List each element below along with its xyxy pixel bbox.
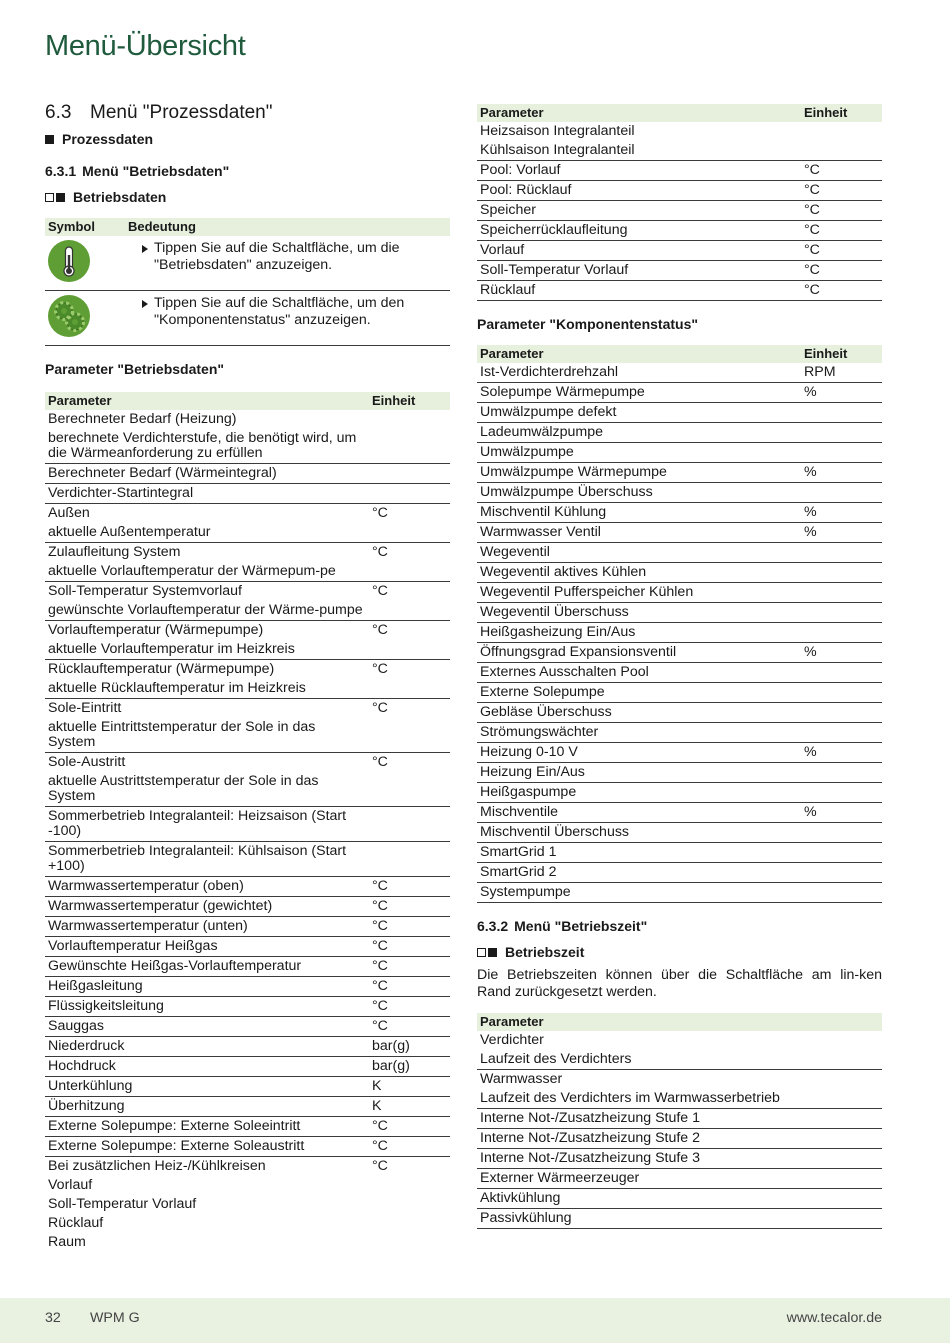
unit-cell <box>801 823 882 843</box>
parameter-cell: Pool: Rücklauf <box>477 181 801 201</box>
parameter-cell: Aktivkühlung <box>477 1189 882 1209</box>
parameter-cell: Heißgaspumpe <box>477 783 801 803</box>
parameter-cell: aktuelle Vorlauftemperatur im Heizkreis <box>45 640 369 660</box>
table-row <box>477 723 882 743</box>
unit-cell: °C <box>369 937 450 957</box>
unit-cell: °C <box>801 281 882 301</box>
parameter-cell: Sommerbetrieb Integralanteil: Kühlsaison (Start +100) <box>45 842 369 877</box>
symbol-row <box>45 236 450 291</box>
table-row <box>477 261 882 281</box>
parameter-cell: berechnete Verdichterstufe, die benötigt wird, um die Wärmeanforderung zu erfüllen <box>45 429 369 464</box>
parameter-cell: Zulaufleitung System <box>48 544 181 560</box>
table-row <box>477 1129 882 1149</box>
parameter-cell: Hochdruck <box>45 1057 369 1077</box>
table-row <box>477 443 882 463</box>
symbol-row <box>45 291 450 346</box>
parameter-cell: Externes Ausschalten Pool <box>477 663 801 683</box>
unit-cell: °C <box>801 261 882 281</box>
parameter-cell: Berechneter Bedarf (Wärmeintegral) <box>45 464 369 484</box>
table-row <box>477 543 882 563</box>
table-body <box>477 1031 882 1229</box>
table-row <box>477 663 882 683</box>
table-row <box>45 1037 450 1057</box>
unit-cell: bar(g) <box>369 1057 450 1077</box>
table-row <box>45 523 450 543</box>
betriebsdaten-continued-table <box>477 104 882 301</box>
einheit-header: Einheit <box>369 392 450 410</box>
parameter-cell: aktuelle Austrittstemperatur der Sole in das System <box>45 772 369 807</box>
table-row <box>477 201 882 221</box>
unit-cell <box>801 423 882 443</box>
parameter-header: Parameter <box>477 1013 882 1031</box>
parameter-cell: Niederdruck <box>45 1037 369 1057</box>
unit-cell: °C <box>372 544 388 560</box>
unit-cell <box>369 523 450 543</box>
unit-cell <box>369 484 450 504</box>
open-square-icon <box>45 193 54 202</box>
parameter-cell: aktuelle Rücklauftemperatur im Heizkreis <box>45 679 369 699</box>
parameter-cell: Soll-Temperatur Vorlauf <box>477 261 801 281</box>
parameter-cell: Vorlauftemperatur (Wärmepumpe) <box>48 622 264 638</box>
filled-square-icon <box>56 193 65 202</box>
parameter-cell: Flüssigkeitsleitung <box>45 997 369 1017</box>
unit-cell: °C <box>801 161 882 181</box>
section-heading: 6.3 Menü "Prozessdaten" <box>45 102 273 123</box>
parameter-cell: Sole-Eintritt <box>48 700 122 716</box>
parameter-cell: Externe Solepumpe: Externe Soleaustritt <box>45 1137 369 1157</box>
gears-icon[interactable] <box>48 295 90 337</box>
parameter-cell: Gebläse Überschuss <box>477 703 801 723</box>
parameter-cell: aktuelle Außentemperatur <box>45 523 369 543</box>
unit-cell <box>369 1233 450 1252</box>
table-row <box>45 917 450 937</box>
unit-cell <box>801 843 882 863</box>
parameter-cell: Speicherrücklaufleitung <box>477 221 801 241</box>
table-row <box>45 504 450 524</box>
parameter-cell: Wegeventil Pufferspeicher Kühlen <box>477 583 801 603</box>
parameter-cell: Vorlauftemperatur Heißgas <box>45 937 369 957</box>
page-number: 32 <box>45 1310 61 1326</box>
unit-cell <box>369 640 450 660</box>
table-row <box>477 1070 882 1090</box>
betriebszeit-paragraph: Die Betriebszeiten können über die Schaltfläche am lin-ken Rand zurückgesetzt werden. <box>477 967 882 1000</box>
parameter-cell: Gewünschte Heißgas-Vorlauftemperatur <box>45 957 369 977</box>
table-row <box>45 582 450 602</box>
right-column <box>477 104 882 1229</box>
parameter-cell: Soll-Temperatur Vorlauf <box>48 1196 197 1212</box>
unit-cell <box>369 1176 450 1195</box>
table-row <box>45 699 450 719</box>
unit-cell <box>369 429 450 464</box>
parameter-cell: Externe Solepumpe: Externe Soleeintritt <box>45 1117 369 1137</box>
unit-cell: bar(g) <box>369 1037 450 1057</box>
unit-cell: % <box>801 383 882 403</box>
unit-cell <box>369 772 450 807</box>
table-row <box>45 660 450 680</box>
website-link[interactable]: www.tecalor.de <box>786 1310 882 1326</box>
table-row <box>45 601 450 621</box>
unit-cell <box>801 403 882 423</box>
unit-cell <box>369 464 450 484</box>
unit-cell: °C <box>801 241 882 261</box>
unit-cell: % <box>801 523 882 543</box>
table-row <box>477 743 882 763</box>
symbol-description: Tippen Sie auf die Schaltfläche, um die "Betriebsdaten" anzuzeigen. <box>128 236 447 274</box>
unit-cell <box>801 703 882 723</box>
parameter-cell: SmartGrid 2 <box>477 863 801 883</box>
parameter-cell: Umwälzpumpe Überschuss <box>477 483 801 503</box>
unit-cell <box>801 483 882 503</box>
unit-cell <box>801 883 882 903</box>
table-row <box>45 562 450 582</box>
parameter-cell: Laufzeit des Verdichters im Warmwasserbetrieb <box>477 1089 882 1109</box>
parameter-cell: Externe Solepumpe <box>477 683 801 703</box>
unit-cell: °C <box>801 181 882 201</box>
table-row <box>45 937 450 957</box>
parameter-header: Parameter <box>477 345 801 363</box>
unit-cell: °C <box>372 700 388 716</box>
table-row <box>45 410 450 429</box>
unit-cell <box>369 842 450 877</box>
table-row <box>477 1149 882 1169</box>
betriebszeit-label: Betriebszeit <box>477 943 882 961</box>
unit-cell: °C <box>369 997 450 1017</box>
parameter-cell: Strömungswächter <box>477 723 801 743</box>
parameter-cell: Umwälzpumpe <box>477 443 801 463</box>
parameter-cell: Sommerbetrieb Integralanteil: Heizsaison (Start -100) <box>45 807 369 842</box>
table-row <box>45 1017 450 1037</box>
table-row <box>477 843 882 863</box>
parameter-cell: SmartGrid 1 <box>477 843 801 863</box>
parameter-cell: Heizsaison Integralanteil <box>480 123 635 139</box>
parameter-cell: Systempumpe <box>477 883 801 903</box>
table-row <box>45 842 450 877</box>
table-row <box>45 1137 450 1157</box>
table-row <box>45 807 450 842</box>
parameter-cell: Unterkühlung <box>45 1077 369 1097</box>
thermometer-icon[interactable] <box>48 240 90 282</box>
table-row <box>477 181 882 201</box>
unit-cell <box>369 601 450 621</box>
parameter-cell: Ist-Verdichterdrehzahl <box>477 363 801 383</box>
symbol-header: Symbol <box>45 218 125 236</box>
unit-cell: °C <box>801 201 882 221</box>
bullet-triangle-icon <box>142 300 148 308</box>
unit-cell: °C <box>372 505 388 521</box>
table-row <box>477 141 882 161</box>
table-row <box>477 281 882 301</box>
table-row <box>45 772 450 807</box>
parameter-cell: Externer Wärmeerzeuger <box>477 1169 882 1189</box>
komponentenstatus-table <box>477 345 882 903</box>
unit-cell: °C <box>369 1117 450 1137</box>
subsection-heading-631: 6.3.1 Menü "Betriebsdaten" <box>45 163 230 179</box>
open-square-icon <box>477 948 486 957</box>
table-row <box>477 122 882 141</box>
parameter-cell: Warmwassertemperatur (gewichtet) <box>45 897 369 917</box>
parameter-cell: Verdichter <box>480 1032 544 1048</box>
parameter-header: Parameter <box>477 104 801 122</box>
parameter-cell: Ladeumwälzpumpe <box>477 423 801 443</box>
parameter-cell: Interne Not-/Zusatzheizung Stufe 3 <box>477 1149 882 1169</box>
parameter-cell: Umwälzpumpe defekt <box>477 403 801 423</box>
table-row <box>45 1176 450 1195</box>
left-column <box>45 102 450 1252</box>
unit-cell: % <box>801 803 882 823</box>
parameter-cell: Wegeventil aktives Kühlen <box>477 563 801 583</box>
parameter-cell: Kühlsaison Integralanteil <box>477 141 801 161</box>
table-row <box>45 1157 450 1177</box>
parameter-cell: Überhitzung <box>45 1097 369 1117</box>
parameter-cell: Rücklauf <box>48 1215 104 1231</box>
parameter-cell: Rücklauftemperatur (Wärmepumpe) <box>48 661 275 677</box>
table-row <box>477 423 882 443</box>
symbol-description: Tippen Sie auf die Schaltfläche, um den "Komponentenstatus" anzuzeigen. <box>128 291 447 329</box>
table-row <box>477 523 882 543</box>
table-row <box>477 503 882 523</box>
table-row <box>45 464 450 484</box>
parameter-cell: Wegeventil <box>477 543 801 563</box>
parameter-cell: aktuelle Eintrittstemperatur der Sole in das System <box>45 718 369 753</box>
table-row <box>45 1077 450 1097</box>
parameter-cell: Verdichter-Startintegral <box>45 484 369 504</box>
unit-cell <box>801 683 882 703</box>
table-body <box>477 363 882 903</box>
unit-cell: °C <box>369 1137 450 1157</box>
unit-cell: % <box>801 643 882 663</box>
unit-cell: °C <box>372 1158 388 1174</box>
unit-cell: K <box>369 1097 450 1117</box>
parameter-cell: Vorlauf <box>477 241 801 261</box>
parameter-cell: Mischventile <box>477 803 801 823</box>
unit-cell: °C <box>801 221 882 241</box>
parameter-cell: Pool: Vorlauf <box>477 161 801 181</box>
table-row <box>477 863 882 883</box>
unit-cell <box>369 807 450 842</box>
parameter-cell: Laufzeit des Verdichters <box>477 1050 882 1070</box>
parameter-cell: Heizung Ein/Aus <box>477 763 801 783</box>
unit-cell <box>369 410 450 429</box>
parameter-cell: Mischventil Überschuss <box>477 823 801 843</box>
parameter-cell: Warmwasser Ventil <box>477 523 801 543</box>
unit-cell <box>801 563 882 583</box>
table-row <box>477 603 882 623</box>
parameter-cell: Interne Not-/Zusatzheizung Stufe 1 <box>477 1109 882 1129</box>
parameter-cell: Berechneter Bedarf (Heizung) <box>48 411 237 427</box>
table-row <box>477 1109 882 1129</box>
table-row <box>45 753 450 773</box>
table-row <box>45 1233 450 1252</box>
table-row <box>45 897 450 917</box>
symbol-table <box>45 218 450 346</box>
table-row <box>477 1089 882 1109</box>
parameter-cell: Heißgasleitung <box>45 977 369 997</box>
unit-cell <box>801 141 882 161</box>
betriebsdaten-label: Betriebsdaten <box>45 188 450 206</box>
param-komponenten-heading: Parameter "Komponentenstatus" <box>477 316 698 332</box>
table-row <box>477 1209 882 1229</box>
parameter-cell: gewünschte Vorlauftemperatur der Wärme-pumpe <box>45 601 369 621</box>
parameter-cell: Öffnungsgrad Expansionsventil <box>477 643 801 663</box>
table-row <box>45 543 450 563</box>
table-row <box>477 463 882 483</box>
table-row <box>45 957 450 977</box>
unit-cell <box>801 543 882 563</box>
filled-square-icon <box>45 135 54 144</box>
unit-cell: °C <box>369 957 450 977</box>
footer <box>0 1298 950 1343</box>
unit-cell <box>801 663 882 683</box>
unit-cell: °C <box>369 977 450 997</box>
table-row <box>477 241 882 261</box>
prozessdaten-label: Prozessdaten <box>45 130 450 148</box>
unit-cell <box>801 443 882 463</box>
unit-cell <box>369 679 450 699</box>
unit-cell <box>801 583 882 603</box>
param-betriebsdaten-heading: Parameter "Betriebsdaten" <box>45 361 225 377</box>
table-row <box>45 977 450 997</box>
table-row <box>477 221 882 241</box>
table-row <box>45 640 450 660</box>
unit-cell: % <box>801 503 882 523</box>
table-row <box>45 1097 450 1117</box>
parameter-cell: Raum <box>48 1234 86 1250</box>
unit-cell: °C <box>369 917 450 937</box>
unit-cell <box>369 718 450 753</box>
table-row <box>477 1169 882 1189</box>
unit-cell <box>801 603 882 623</box>
table-row <box>477 563 882 583</box>
unit-cell <box>801 863 882 883</box>
einheit-header: Einheit <box>801 104 882 122</box>
parameter-cell: Außen <box>48 505 90 521</box>
table-row <box>477 1189 882 1209</box>
document-name: WPM G <box>90 1310 140 1326</box>
parameter-cell: Umwälzpumpe Wärmepumpe <box>477 463 801 483</box>
table-row <box>477 383 882 403</box>
table-row <box>477 363 882 383</box>
table-row <box>45 484 450 504</box>
parameter-cell: Wegeventil Überschuss <box>477 603 801 623</box>
unit-cell <box>369 562 450 582</box>
table-row <box>477 1031 882 1050</box>
unit-cell: °C <box>369 1017 450 1037</box>
unit-cell: °C <box>372 622 388 638</box>
table-row <box>477 683 882 703</box>
parameter-cell: Heißgasheizung Ein/Aus <box>477 623 801 643</box>
unit-cell <box>369 1195 450 1214</box>
unit-cell: % <box>801 743 882 763</box>
table-row <box>477 623 882 643</box>
parameter-cell: Passivkühlung <box>477 1209 882 1229</box>
table-row <box>477 823 882 843</box>
table-row <box>477 763 882 783</box>
filled-square-icon <box>488 948 497 957</box>
parameter-cell: Warmwassertemperatur (oben) <box>45 877 369 897</box>
parameter-cell: Rücklauf <box>477 281 801 301</box>
table-row <box>477 703 882 723</box>
unit-cell: K <box>369 1077 450 1097</box>
parameter-cell: Warmwasser <box>480 1071 563 1087</box>
unit-cell <box>801 783 882 803</box>
unit-cell <box>801 763 882 783</box>
table-row <box>45 1057 450 1077</box>
unit-cell: °C <box>369 877 450 897</box>
table-row <box>45 1195 450 1214</box>
page-title: Menü-Übersicht <box>45 30 246 62</box>
parameter-header: Parameter <box>45 392 369 410</box>
parameter-cell: Speicher <box>477 201 801 221</box>
table-row <box>45 621 450 641</box>
parameter-cell: aktuelle Vorlauftemperatur der Wärmepum-pe <box>45 562 369 582</box>
table-row <box>45 679 450 699</box>
bedeutung-header: Bedeutung <box>125 218 450 236</box>
table-row <box>477 643 882 663</box>
table-row <box>45 997 450 1017</box>
parameter-cell: Warmwassertemperatur (unten) <box>45 917 369 937</box>
subsection-heading-632: 6.3.2 Menü "Betriebszeit" <box>477 918 648 934</box>
table-row <box>45 429 450 464</box>
table-row <box>45 1117 450 1137</box>
parameter-cell: Heizung 0-10 V <box>477 743 801 763</box>
parameter-cell: Mischventil Kühlung <box>477 503 801 523</box>
betriebsdaten-table <box>45 392 450 1252</box>
unit-cell <box>801 723 882 743</box>
parameter-cell: Interne Not-/Zusatzheizung Stufe 2 <box>477 1129 882 1149</box>
table-body <box>477 122 882 301</box>
parameter-cell: Vorlauf <box>48 1177 93 1193</box>
table-row <box>477 403 882 423</box>
table-row <box>477 583 882 603</box>
unit-cell: % <box>801 463 882 483</box>
parameter-cell: Soll-Temperatur Systemvorlauf <box>48 583 242 599</box>
table-row <box>477 161 882 181</box>
table-row <box>45 1214 450 1233</box>
parameter-cell: Bei zusätzlichen Heiz-/Kühlkreisen <box>48 1158 266 1174</box>
table-row <box>45 877 450 897</box>
parameter-cell: Sole-Austritt <box>48 754 126 770</box>
unit-cell <box>801 623 882 643</box>
einheit-header: Einheit <box>801 345 882 363</box>
bullet-triangle-icon <box>142 245 148 253</box>
unit-cell: °C <box>372 754 388 770</box>
table-row <box>477 1050 882 1070</box>
table-row <box>477 803 882 823</box>
unit-cell <box>801 122 882 141</box>
table-row <box>477 783 882 803</box>
unit-cell: °C <box>372 583 388 599</box>
unit-cell <box>369 1214 450 1233</box>
table-body <box>45 410 450 1252</box>
parameter-cell: Sauggas <box>45 1017 369 1037</box>
betriebszeit-table <box>477 1013 882 1229</box>
table-row <box>477 883 882 903</box>
unit-cell: °C <box>372 661 388 677</box>
table-row <box>477 483 882 503</box>
unit-cell: °C <box>369 897 450 917</box>
unit-cell: RPM <box>801 363 882 383</box>
parameter-cell: Solepumpe Wärmepumpe <box>477 383 801 403</box>
table-row <box>45 718 450 753</box>
